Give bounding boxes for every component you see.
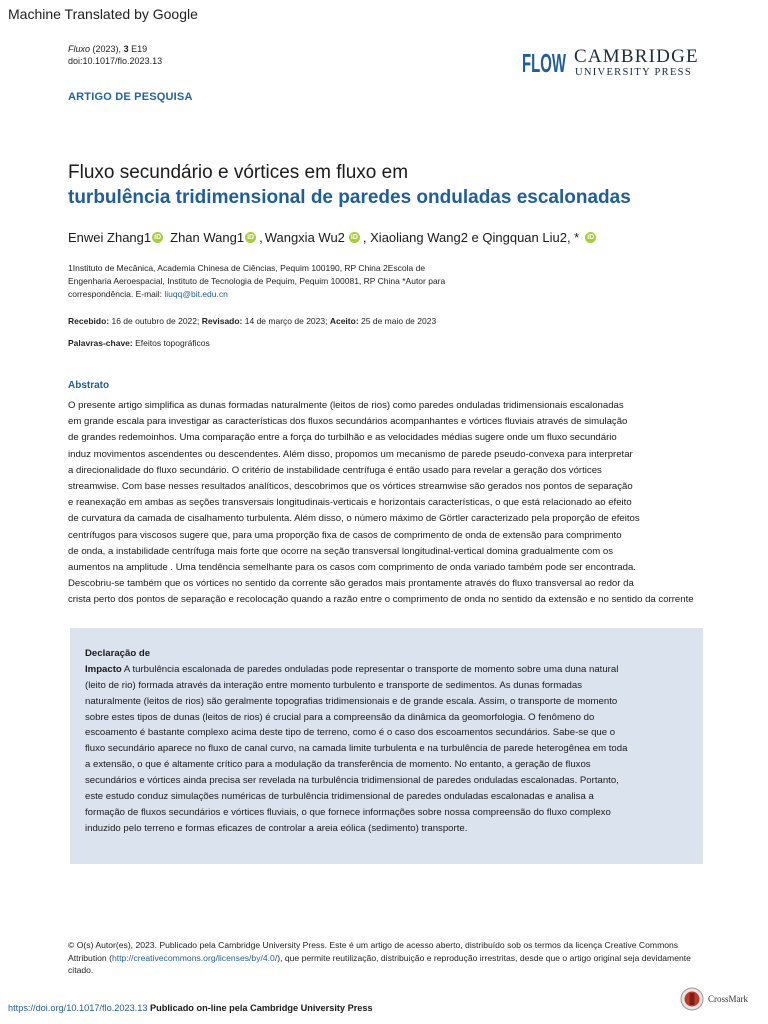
- revised-label: Revisado:: [201, 316, 243, 326]
- affiliation-line: 1Instituto de Mecânica, Academia Chinesa de Ciências, Pequim 100190, RP China 2Escola de: [68, 263, 426, 273]
- affiliation-line: correspondência. E-mail:: [68, 289, 165, 299]
- flow-logo-text: FLOW: [522, 48, 567, 78]
- cambridge-logo-line2: UNIVERSITY PRESS: [575, 67, 692, 78]
- keywords: [68, 338, 210, 348]
- journal-article-number: E19: [131, 44, 148, 54]
- impact-heading: Declaração de: [85, 648, 151, 659]
- impact-line: A turbulência escalonada de paredes onduladas pode representar o transporte de momento sobre uma duna natural: [121, 663, 619, 675]
- impact-statement: [85, 646, 627, 837]
- author-name: , Xiaoliang Wang2 e Qingquan Liu2, *: [362, 230, 580, 245]
- impact-line: este estudo conduz simulações numéricas de turbulência tridimensional de paredes onduladas escalonadas e analisa a: [85, 791, 594, 803]
- impact-heading: Impacto: [85, 663, 122, 675]
- revised-date: 14 de março de 2023;: [244, 316, 328, 326]
- journal-volume: 3: [123, 44, 129, 54]
- crossmark-button[interactable]: [680, 985, 754, 1013]
- impact-line: a extensão, o que é altamente crítico para a modulação da transferência de momento. No entanto, a geração de fluxos: [85, 759, 591, 771]
- footer-published-note: Publicado on-line pela Cambridge University Press: [150, 1003, 373, 1013]
- page-footer: [8, 1003, 373, 1013]
- abstract-line: centrífugos para viscosos sugere que, para uma proporção fixa de casos de comprimento de onda de extensão para comprimento: [68, 529, 622, 541]
- impact-line: fluxo secundário aparece no fluxo de canal curvo, na camada limite turbulenta e na turbulência de parede heterogênea em toda: [85, 743, 628, 755]
- author-name: Wangxia Wu2: [264, 230, 345, 245]
- cambridge-logo-line1: CAMBRIDGE: [574, 46, 699, 67]
- impact-line: naturalmente (leitos de rios) são geralmente topografias tridimensionais e de grande escala. Assim, o transporte de momento: [85, 695, 618, 707]
- article-dates: [68, 316, 436, 326]
- abstract-line: streamwise. Com base nesses resultados analíticos, descobrimos que os vórtices streamwise são gerados nos pontos de separação: [68, 480, 633, 492]
- orcid-icon[interactable]: iD: [350, 234, 358, 241]
- abstract-line: induz movimentos ascendentes ou descendentes. Além disso, propomos um mecanismo de parede pseudo-convexa para interpretar: [68, 448, 633, 460]
- abstract-line: de onda, a instabilidade centrífuga mais forte que ocorre na seção transversal longitudinal-vertical domina gradualmente com os: [68, 545, 614, 557]
- accepted-label: Aceito:: [329, 316, 359, 326]
- impact-line: secundários e vórtices ainda precisa ser revelada na turbulência tridimensional de paredes onduladas escalonadas. Portanto,: [85, 775, 619, 787]
- journal-name: Fluxo: [68, 44, 91, 54]
- impact-line: escoamento é bastante complexo acima deste tipo de terreno, como é o caso dos escoamentos secundários. Sabe-se que o: [85, 727, 616, 739]
- orcid-icon[interactable]: iD: [587, 234, 595, 241]
- keywords-value: Efeitos topográficos: [135, 338, 210, 348]
- license-text: © O(s) Autor(es), 2023. Publicado pela Cambridge University Press. Este é um artigo de acesso aberto, distribuído sob os termos da licença Creative Commons Attribution (: [68, 940, 679, 963]
- impact-line: sobre estes tipos de dunas (leitos de rios) é crucial para a compreensão da dinâmica da geomorfologia. O fenômeno do: [85, 711, 595, 723]
- abstract-line: a direcionalidade do fluxo secundário. O critério de instabilidade centrífuga é então usado para revelar a geração dos vórtices: [68, 464, 602, 476]
- abstract-line: crista perto dos pontos de separação e recolocação quando a razão entre o comprimento de onda no sentido da extensão e no sentido da corrente: [68, 594, 694, 606]
- abstract-line: de curvatura da camada de cisalhamento turbulenta. Além disso, o número máximo de Görtler caracterizado pela proporção de efeitos: [68, 513, 640, 525]
- flow-logo: [522, 46, 566, 76]
- abstract-line: O presente artigo simplifica as dunas formadas naturalmente (leitos de rios) como paredes onduladas tridimensionais escalonadas: [68, 400, 624, 411]
- abstract-line: aumentos na amplitude . Uma tendência semelhante para os casos com comprimento de onda variado também pode ser encontrada.: [68, 561, 636, 573]
- accepted-date: 25 de maio de 2023: [361, 316, 437, 326]
- corresponding-email-link[interactable]: liuqq@bit.edu.cn: [164, 289, 228, 299]
- abstract-line: e reanexação em ambas as seções transversais longitudinais-verticais e horizontais características, o que está relacionado ao efeito: [68, 497, 632, 509]
- author-separator: ,: [259, 230, 263, 245]
- journal-doi: doi:10.1017/flo.2023.13: [68, 56, 163, 66]
- crossmark-icon: [680, 987, 704, 1011]
- affiliation-line: Engenharia Aeroespacial, Instituto de Tecnologia de Pequim, Pequim 100081, RP China *Autor para: [68, 276, 446, 286]
- article-category: ARTIGO DE PESQUISA: [68, 91, 193, 103]
- author-name: Enwei Zhang1: [68, 230, 152, 245]
- abstract-line: de grandes redemoinhos. Uma comparação entre a força do turbilhão e as velocidades médias sugere onde um fluxo secundário: [68, 432, 617, 444]
- keywords-label: Palavras-chave:: [68, 338, 133, 348]
- received-label: Recebido:: [68, 316, 110, 326]
- author-list: [68, 230, 599, 245]
- abstract-body: [68, 398, 694, 608]
- abstract-heading: Abstrato: [68, 380, 110, 391]
- translation-banner: Machine Translated by Google: [8, 6, 198, 22]
- crossmark-label: CrossMark: [708, 994, 748, 1004]
- license-notice: [68, 939, 718, 977]
- orcid-icon[interactable]: iD: [154, 234, 162, 241]
- license-text: ), que permite reutilização, distribuição e reprodução irrestritas, desde que o artigo original seja devidamente citado.: [68, 952, 691, 975]
- affiliations: [68, 262, 508, 301]
- abstract-line: em grande escala para investigar as características dos fluxos secundários acompanhantes e vórtices fluviais através de simulação: [68, 416, 628, 428]
- author-name: Zhan Wang1: [170, 230, 245, 245]
- footer-doi-link[interactable]: https://doi.org/10.1017/flo.2023.13: [8, 1003, 148, 1013]
- abstract-line: Descobriu-se também que os vórtices no sentido da corrente são gerados mais prontamente através do fluxo transversal ao redor da: [68, 578, 634, 590]
- impact-line: (leito de rio) formada através da interação entre momento turbulento e transporte de sedimentos. As dunas formadas: [85, 679, 583, 691]
- impact-line: induzido pelo terreno e formas eficazes de controlar a areia eólica (sedimento) transporte.: [85, 822, 468, 834]
- journal-citation: [68, 43, 162, 67]
- impact-line: formação de fluxos secundários e vórtices fluviais, o que fornece informações sobre nossa compreensão do fluxo complexo: [85, 806, 611, 818]
- cambridge-logo: [574, 47, 699, 79]
- received-date: 16 de outubro de 2022;: [111, 316, 200, 326]
- orcid-icon[interactable]: iD: [247, 234, 255, 241]
- journal-year: (2023),: [92, 44, 122, 54]
- article-title-line2: turbulência tridimensional de paredes onduladas escalonadas: [68, 187, 631, 208]
- article-title-line1: Fluxo secundário e vórtices em fluxo em: [68, 162, 409, 183]
- license-link[interactable]: http://creativecommons.org/licenses/by/4.0/: [111, 952, 278, 963]
